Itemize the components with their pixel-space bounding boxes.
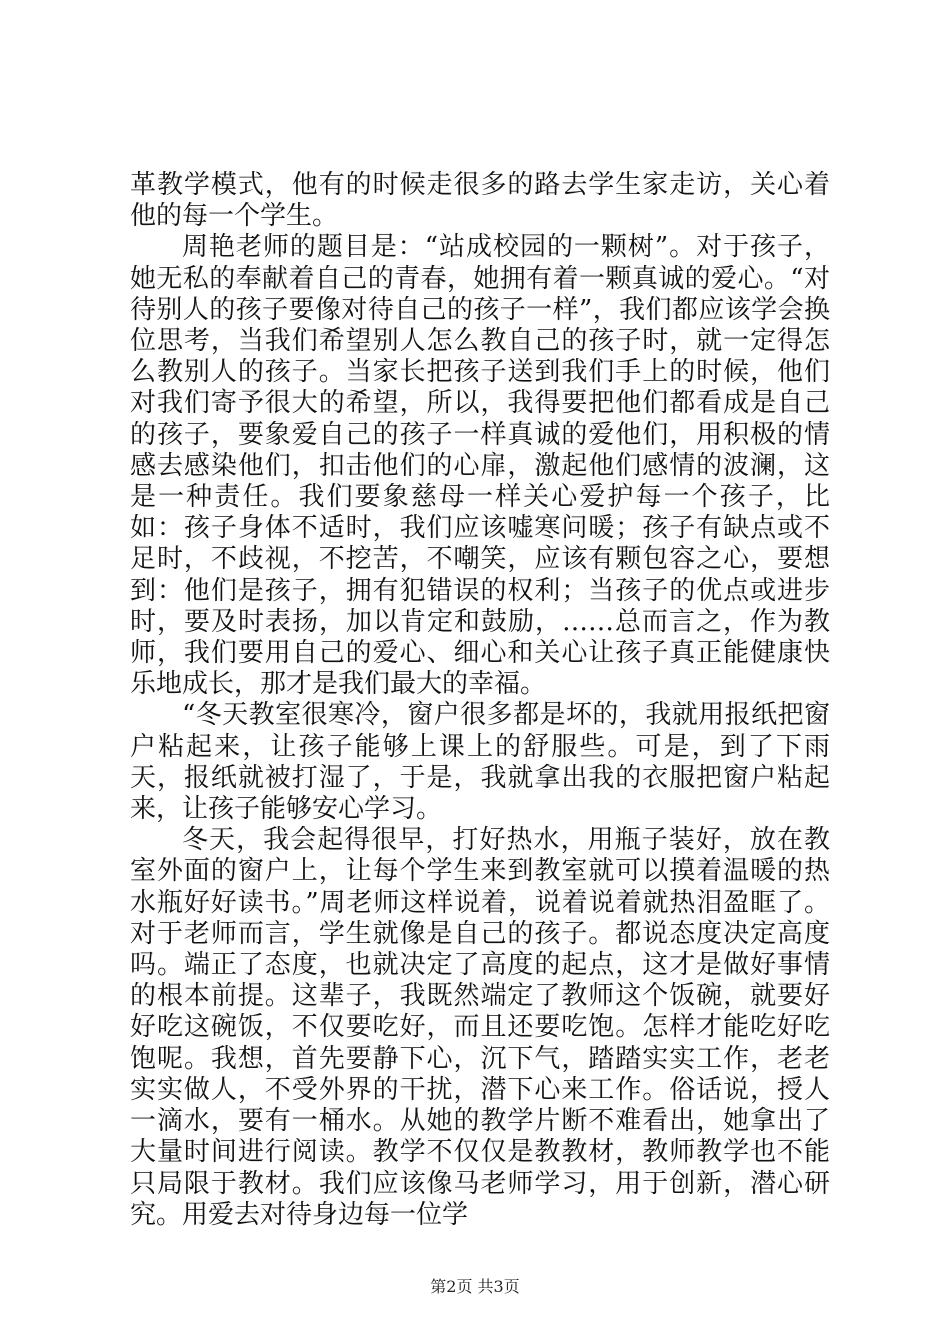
paragraph-2: 周艳老师的题目是：“站成校园的一颗树”。对于孩子，她无私的奉献着自己的青春，她拥有着一颗真诚的爱心。“对待别人的孩子要像对待自己的孩子一样”，我们都应该学会换位思考，当我们希望别人怎么教自己的孩子时，就一定得怎么教别人的孩子。当家长把孩子送到我们手上的时候，他们对我们寄予很大的希望，所以，我得要把他们都看成是自己的孩子，要象爱自己的孩子一样真诚的爱他们，用积极的情感去感染他们，扣击他们的心扉，激起他们感情的波澜，这是一种责任。我们要象慈母一样关心爱护每一个孩子，比如：孩子身体不适时，我们应该嘘寒问暖；孩子有缺点或不足时，不歧视，不挖苦，不嘲笑，应该有颗包容之心，要想到：他们是孩子，拥有犯错误的权利；当孩子的优点或进步时，要及时表扬，加以肯定和鼓励，……总而言之，作为教师，我们要用自己的爱心、细心和关心让孩子真正能健康快乐地成长，那才是我们最大的幸福。 — [130, 232, 830, 700]
paragraph-3: “冬天教室很寒冷，窗户很多都是坏的，我就用报纸把窗户粘起来，让孩子能够上课上的舒服些。可是，到了下雨天，报纸就被打湿了，于是，我就拿出我的衣服把窗户粘起来，让孩子能够安心学习。 — [130, 700, 830, 825]
paragraph-1: 革教学模式，他有的时候走很多的路去学生家走访，关心着他的每一个学生。 — [130, 170, 830, 232]
document-body — [130, 170, 830, 1231]
page-number-footer: 第2页 共3页 — [430, 1277, 520, 1296]
paragraph-4: 冬天，我会起得很早，打好热水，用瓶子装好，放在教室外面的窗户上，让每个学生来到教室就可以摸着温暖的热水瓶好好读书。”周老师这样说着，说着说着就热泪盈眶了。对于老师而言，学生就像是自己的孩子。都说态度决定高度吗。端正了态度，也就决定了高度的起点，这才是做好事情的根本前提。这辈子，我既然端定了教师这个饭碗，就要好好吃这碗饭，不仅要吃好，而且还要吃饱。怎样才能吃好吃饱呢。我想，首先要静下心，沉下气，踏踏实实工作，老老实实做人，不受外界的干扰，潜下心来工作。俗话说，授人一滴水，要有一桶水。从她的教学片断不难看出，她拿出了大量时间进行阅读。教学不仅仅是教教材，教师教学也不能只局限于教材。我们应该像马老师学习，用于创新，潜心研究。用爱去对待身边每一位学 — [130, 825, 830, 1230]
